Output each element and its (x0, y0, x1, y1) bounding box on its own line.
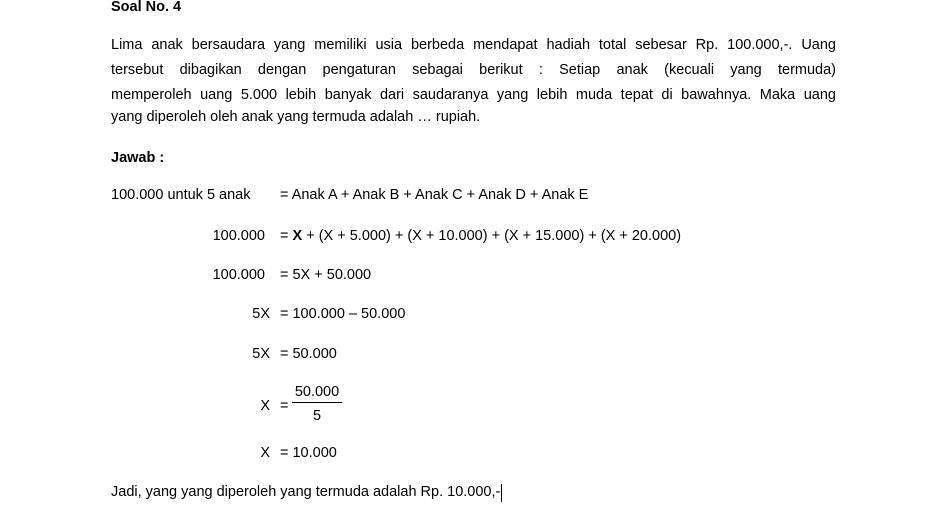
step-4-rhs: = 100.000 – 50.000 (280, 306, 406, 322)
step-1-lhs: 100.000 untuk 5 anak (111, 187, 251, 203)
problem-line-3: memperoleh uang 5.000 lebih banyak dari saudaranya yang lebih muda tepat di bawahnya. Maka uang (111, 87, 836, 103)
step-1-rhs: = Anak A + Anak B + Anak C + Anak D + Anak E (280, 187, 589, 203)
answer-heading: Jawab : (111, 150, 165, 166)
text-cursor[interactable] (501, 484, 502, 502)
fraction-numerator: 50.000 (292, 384, 342, 403)
step-5-lhs: 5X (252, 346, 270, 362)
step-4-lhs: 5X (252, 306, 270, 322)
problem-line-1: Lima anak bersaudara yang memiliki usia berbeda mendapat hadiah total sebesar Rp. 100.000,-. Uang (111, 37, 836, 53)
step-2-rhs (280, 228, 681, 244)
step-2-equals: = (280, 228, 293, 244)
step-5-rhs: = 50.000 (280, 346, 337, 362)
problem-title: Soal No. 4 (111, 0, 182, 15)
step-7-rhs: = 10.000 (280, 445, 337, 461)
step-6-fraction (292, 384, 342, 424)
step-2-variable: X (292, 228, 303, 244)
conclusion-text: Jadi, yang yang diperoleh yang termuda adalah Rp. 10.000,- (111, 484, 501, 500)
step-6-lhs: X (260, 398, 270, 414)
step-2-lhs: 100.000 (212, 228, 265, 244)
fraction-denominator: 5 (312, 408, 322, 424)
step-3-lhs: 100.000 (212, 267, 265, 283)
problem-line-2: tersebut dibagikan dengan pengaturan sebagai berikut : Setiap anak (kecuali yang termuda) (111, 62, 836, 78)
step-6-equals: = (280, 398, 289, 414)
step-3-rhs: = 5X + 50.000 (280, 267, 372, 283)
problem-line-4: yang diperoleh oleh anak yang termuda adalah … rupiah. (111, 109, 481, 125)
step-2-expression: + (X + 5.000) + (X + 10.000) + (X + 15.000) + (X + 20.000) (302, 228, 682, 244)
step-7-lhs: X (260, 445, 270, 461)
